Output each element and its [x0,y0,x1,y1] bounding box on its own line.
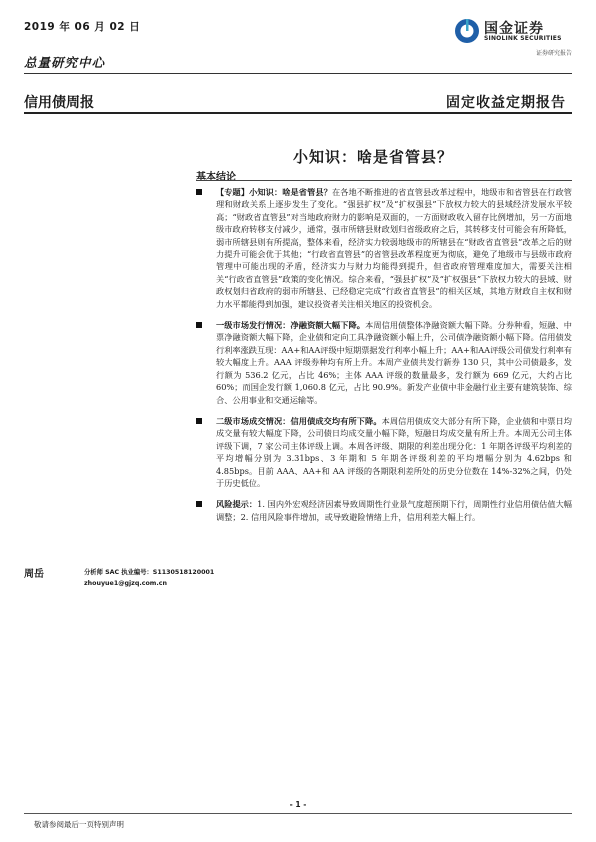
logo-subtitle: 证券研究报告 [535,50,572,57]
section-heading: 基本结论 [196,172,236,183]
footer-disclaimer: 敬请参阅最后一页特别声明 [34,820,124,829]
logo-mark-icon [454,18,480,44]
bullet-text: 本周信用债成交大部分有所下降，企业债和中票日均成交量有较大幅度下降，公司债日均成交量小幅下降，短融日均成交量有所上升。本周无公司主体评级下调，7 家公司主体评级上调。本周各评级、期限的利差出现分化：1 年期各评级平均利差的平均增幅分别为 3.31bps、3 年期和 5 年期各评级利差的平均增幅分别为 4.62bps 和 4.85bps。目前 AAA、AA+和 AA 评级的各期限利差所处的历史分位数在 14%-32%之间，仍处于历史低位。 [216,415,572,488]
list-item [196,319,572,406]
bullet-lead: 风险提示： [216,499,258,510]
report-type: 固定收益定期报告 [446,95,566,111]
section-divider [196,180,572,181]
bullet-text: 在各地不断推进的省直管县改革过程中，地级市和省管县在行政管理和财政关系上逐步发生了变化。“强县扩权”及“扩权强县”下放权力较大的县域经济发展水平较高；“财政省直管县”对当地政府财力的影响是双面的，一方面财政收入留存比例增加，另一方面地级市政府转移支付减少，通常，强市所辖县财政划归省级政府之后，其转移支付可能会有所降低，弱市所辖县则有所提高，整体来看，经济实力较弱地级市的所辖县在“财政省直管县”改革之后的财力提升可能会优于其他；“行政省直管县”的省管县改革程度更为彻底，避免了地级市与县级市政府管理中可能出现的矛盾，经济实力与财力均能得到提升，但省政府管理难度加大，需要关注相关“行政省直管县”政策的变化情况。综合来看，“强县扩权”及“扩权强县”下放权力较大的县域、财政权划归省政府的弱市所辖县、已经稳定完成“行政省直管县”的相关区域，其地方财政自主权和财力水平都能得到加强，建议投资者关注相关地区的投资机会。 [216,187,572,309]
list-item [196,415,572,489]
report-title: 小知识：啥是省管县？ [292,148,453,166]
report-date: 2019 年 06 月 02 日 [24,21,141,33]
author-email[interactable]: zhouyue1@gjzq.com.cn [84,579,167,587]
logo-name-en: SINOLINK SECURITIES [484,35,562,42]
bullet-square-icon [196,322,202,328]
page-number: - 1 - [289,800,307,809]
key-conclusions-list [196,186,572,532]
company-logo [454,16,572,60]
bullet-lead: 一级市场发行情况：净融资额大幅下降。 [216,320,366,331]
bullet-lead: 【专题】小知识：啥是省管县？ [216,187,332,197]
bullet-text: 1. 国内外宏观经济因素导致周期性行业景气度超预期下行，周期性行业信用债估值大幅调整；2. 信用风险事件增加，或导致避险情绪上升，信用利差大幅上行。 [216,499,572,522]
footer-divider [24,813,572,814]
author-sac-number: 分析师 SAC 执业编号：S1130518120001 [84,569,215,576]
list-item [196,498,572,523]
author-credentials [84,568,214,589]
bullet-square-icon [196,418,202,424]
bullet-text: 本周信用债整体净融资额大幅下降。分券种看，短融、中票净融资额大幅下降，企业债和定向工具净融资额小幅上升，公司债净融资额小幅下降。信用债发行利率涨跌互现：AA+和AA评级中短期票据发行利率小幅上升；AA+和AA评级公司债发行利率有较大幅度上升。AAA 评级券种均有所上升。本周产业债共发行新券 130 只，其中公司债最多，发行额为 536.2 亿元，占比 46%；主体 AAA 评级的数量最多，发行额为 669 亿元，大约占比 60%；而国企发行额 1,060.8 亿元，占比 90.9%。新发产业债中非金融行业主要有建筑装饰、综合、公用事业和交通运输等。 [216,320,572,405]
header-thick-divider [24,112,572,114]
header-divider [24,73,572,74]
department-name: 总量研究中心 [24,55,106,70]
author-name: 周岳 [24,569,44,580]
list-item [196,186,572,310]
logo-name-cn: 国金证券 [484,21,544,37]
report-series: 信用债周报 [24,95,94,111]
bullet-square-icon [196,501,202,507]
bullet-lead: 二级市场成交情况：信用债成交均有所下降。 [216,415,382,426]
bullet-square-icon [196,189,202,195]
